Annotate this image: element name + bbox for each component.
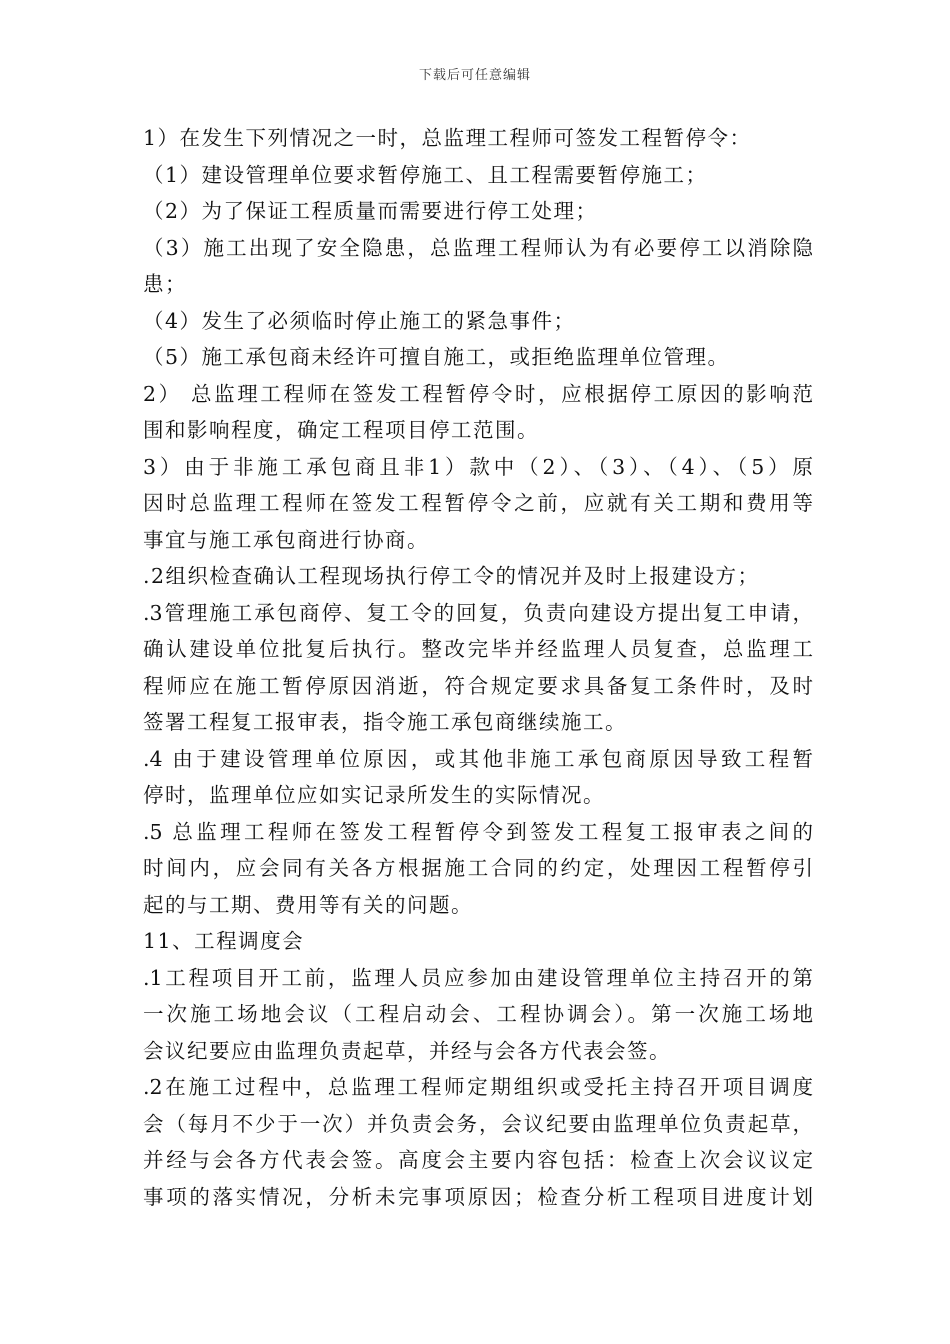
text-line: 事宜与施工承包商进行协商。 [143,527,429,552]
text-line: （4）发生了必须临时停止施工的紧急事件； [143,308,576,333]
text-line: 会议纪要应由监理负责起草，并经与会各方代表会签。 [143,1038,671,1063]
text-line: .4 由于建设管理单位原因，或其他非施工承包商原因导致工程暂 [143,746,813,771]
text-line: 一次施工场地会议（工程启动会、工程协调会）。第一次施工场地 [143,1002,813,1026]
text-line: 确认建设单位批复后执行。整改完毕并经监理人员复查，总监理工 [143,637,813,661]
text-line: （3）施工出现了安全隐患，总监理工程师认为有必要停工以消除隐 [143,235,813,260]
text-line: .5 总监理工程师在签发工程暂停令到签发工程复工报审表之间的 [143,819,813,844]
text-line: 签署工程复工报审表，指令施工承包商继续施工。 [143,710,627,734]
text-line: 程师应在施工暂停原因消逝，符合规定要求具备复工条件时，及时 [143,673,813,698]
text-line: 时间内，应会同有关各方根据施工合同的约定，处理因工程暂停引 [143,856,813,880]
text-line: （2）为了保证工程质量而需要进行停工处理； [143,199,598,223]
text-line: （1）建设管理单位要求暂停施工、且工程需要暂停施工； [143,162,708,187]
text-line: 并经与会各方代表会签。高度会主要内容包括：检查上次会议议定 [143,1148,813,1172]
text-line: （5）施工承包商未经许可擅自施工，或拒绝监理单位管理。 [143,345,730,369]
text-line: .1工程项目开工前，监理人员应参加由建设管理单位主持召开的第 [143,965,813,990]
page-header: 下载后可任意编辑 [418,68,531,83]
text-line: 1）在发生下列情况之一时，总监理工程师可签发工程暂停令： [143,126,752,150]
text-line: .2组织检查确认工程现场执行停工令的情况并及时上报建设方； [143,564,760,588]
text-line: 事项的落实情况，分析未完事项原因；检查分析工程项目进度计划 [143,1184,813,1209]
document-body [143,120,813,1215]
text-line: .2在施工过程中，总监理工程师定期组织或受托主持召开项目调度 [143,1075,813,1099]
text-line: 起的与工期、费用等有关的问题。 [143,892,473,917]
text-line: 11、工程调度会 [143,929,305,953]
text-line: 停时，监理单位应如实记录所发生的实际情况。 [143,783,605,807]
text-line: 2） 总监理工程师在签发工程暂停令时，应根据停工原因的影响范 [143,381,813,406]
text-line: 因时总监理工程师在签发工程暂停令之前，应就有关工期和费用等 [143,491,813,515]
text-line: 患； [143,272,187,296]
text-line: 会（每月不少于一次）并负责会务，会议纪要由监理单位负责起草， [143,1111,813,1136]
text-line: 围和影响程度，确定工程项目停工范围。 [143,418,539,442]
text-line: 3）由于非施工承包商且非1）款中（2）、（3）、（4）、（5）原 [143,454,813,479]
text-line: .3管理施工承包商停、复工令的回复，负责向建设方提出复工申请， [143,600,813,625]
